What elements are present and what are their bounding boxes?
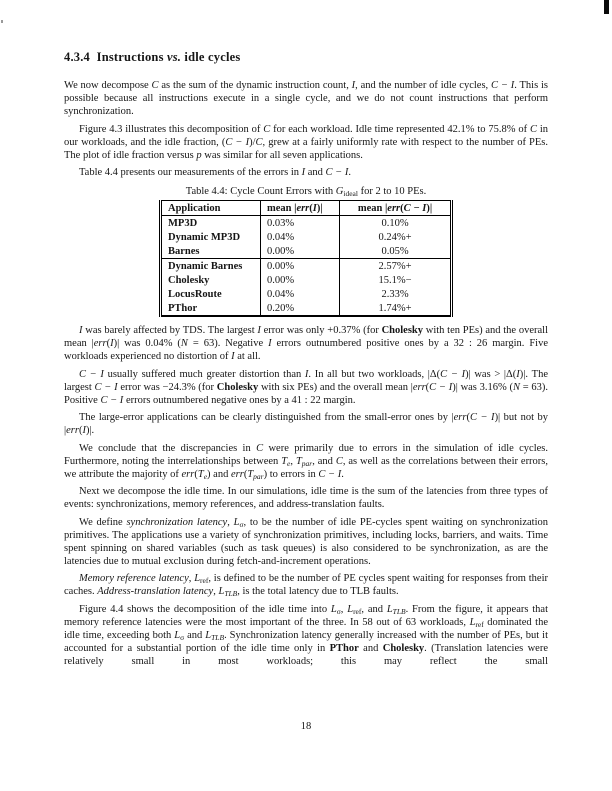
paragraph: Table 4.4 presents our measurements of the errors in I and C − I. <box>79 167 352 178</box>
data-table <box>159 200 453 317</box>
application-cell: Barnes <box>168 245 200 257</box>
paragraph: Figure 4.4 shows the decomposition of the idle time into $L_\sigma$, $L_{ref}$, and $L_{TLB}$. From the figure, it appears that memory reference latencies were the most important of the three. In 58 out of 63 workloads, $L_{ref}$ dominated the idle time, exceeding both $L_\sigma$ and $L_{TLB}$. Synchronization latency generally increased with the number of PEs, but it accounted for a substantial portion of the idle time only in PThor and Cholesky. (Translation latencies were relatively small in most workloads; this may reflect the small <box>64 603 549 667</box>
column-header: mean |err(C − I)| <box>340 201 452 216</box>
application-cell: PThor <box>168 302 198 314</box>
value-cell: 0.10% <box>340 216 452 231</box>
body-text-after-table <box>64 324 548 668</box>
table-row <box>161 287 452 301</box>
value-cell: 0.05% <box>340 244 452 259</box>
value-cell: 0.04% <box>261 230 340 244</box>
value-cell: 2.33% <box>340 287 452 301</box>
application-cell: Dynamic Barnes <box>161 259 261 274</box>
paragraph: We now decompose C as the sum of the dynamic instruction count, I, and the number of idle cycles, C − I. This is possible because all instructions execute in a single cycle, and we do not count instructions that perform synchronization. <box>64 80 548 117</box>
value-cell: 15.1%− <box>340 273 452 287</box>
section-heading: 4.3.4 Instructions vs. idle cycles <box>64 50 241 64</box>
column-header: mean |err(I)| <box>261 201 340 216</box>
paragraph: We define synchronization latency, $L_\sigma$, to be the number of idle PE-cycles spent waiting on synchronization primitives. The applications use a variety of synchronization primitives, including locks, barriers, and waits. Time spent spinning on shared variables (such as task queues) is also considered to be synchronization, as are the latencies due to mutual exclusion during fetch-and-increment operations. <box>64 516 549 567</box>
paragraph: C − I usually suffered much greater distortion than I. In all but two workloads, |Δ(C − I)| was > |Δ(I)|. The largest C − I error was −24.3% (for Cholesky with six PEs) and the overall mean |err(C − I)| was 3.16% (N = 63). Positive C − I errors outnumbered negative ones by a 41 : 22 margin. <box>64 368 549 406</box>
table-row <box>161 273 452 287</box>
table-row <box>161 216 452 231</box>
application-cell: LocusRoute <box>168 288 222 300</box>
table-row <box>161 244 452 259</box>
page-content <box>64 50 548 672</box>
value-cell: 2.57%+ <box>340 259 452 274</box>
paragraph: The large-error applications can be clearly distinguished from the small-error ones by |err(C − I)| but not by |err(I)|. <box>64 412 549 436</box>
value-cell: 0.03% <box>261 216 340 231</box>
paragraph: I was barely affected by TDS. The largest I error was only +0.37% (for Cholesky with ten PEs) and the overall mean |err(I)| was 0.04% (N = 63). Negative I errors outnumbered positive ones by a 32 : 26 margin. Five workloads experienced no distortion of I at all. <box>64 325 548 362</box>
application-cell: Cholesky <box>168 274 210 286</box>
cycle-count-errors-table <box>64 186 548 317</box>
paragraph: Figure 4.3 illustrates this decomposition of C for each workload. Idle time represented 42.1% to 75.8% of C in our workloads, and the idle fraction, (C − I)/C, grew at a fairly uniformly rate with respect to the number of PEs. The plot of idle fraction versus p was similar for all seven applications. <box>64 123 549 161</box>
value-cell: 0.24%+ <box>340 230 452 244</box>
page-number-label: 18 <box>300 721 312 732</box>
table-caption: Table 4.4: Cycle Count Errors with $G_{ideal}$ for 2 to 10 PEs. <box>185 186 427 198</box>
paragraph: Memory reference latency, $L_{ref}$, is defined to be the number of PE cycles spent waiting for responses from their caches. Address-translation latency, $L_{TLB}$, is the total latency due to TLB faults. <box>64 573 548 598</box>
scan-speck <box>1 20 3 23</box>
paragraph: We conclude that the discrepancies in C were primarily due to errors in the simulation of idle cycles. Furthermore, noting the interrelationships between $T_e$, $T_{par}$, and C, as well as the correlations between their errors, we attribute the majority of $err(T_e)$ and $err(T_{par})$ to errors in C − I. <box>64 442 549 481</box>
table-row <box>161 230 452 244</box>
body-text-before-table <box>64 79 548 179</box>
table-header-row <box>161 201 452 216</box>
value-cell: 0.00% <box>261 273 340 287</box>
value-cell: 0.00% <box>261 244 340 259</box>
value-cell: 1.74%+ <box>340 301 452 316</box>
application-cell: Dynamic MP3D <box>168 231 241 243</box>
value-cell: 0.20% <box>261 301 340 316</box>
application-cell: MP3D <box>168 217 198 229</box>
column-header: Application <box>161 201 261 216</box>
paragraph: Next we decompose the idle time. In our simulations, idle time is the sum of the latencies from three types of events: synchronizations, memory references, and address-translation faults. <box>64 486 548 510</box>
table-row <box>161 259 452 274</box>
table-row <box>161 301 452 316</box>
scan-artifact-mark <box>604 0 609 14</box>
value-cell: 0.00% <box>261 259 340 274</box>
value-cell: 0.04% <box>261 287 340 301</box>
